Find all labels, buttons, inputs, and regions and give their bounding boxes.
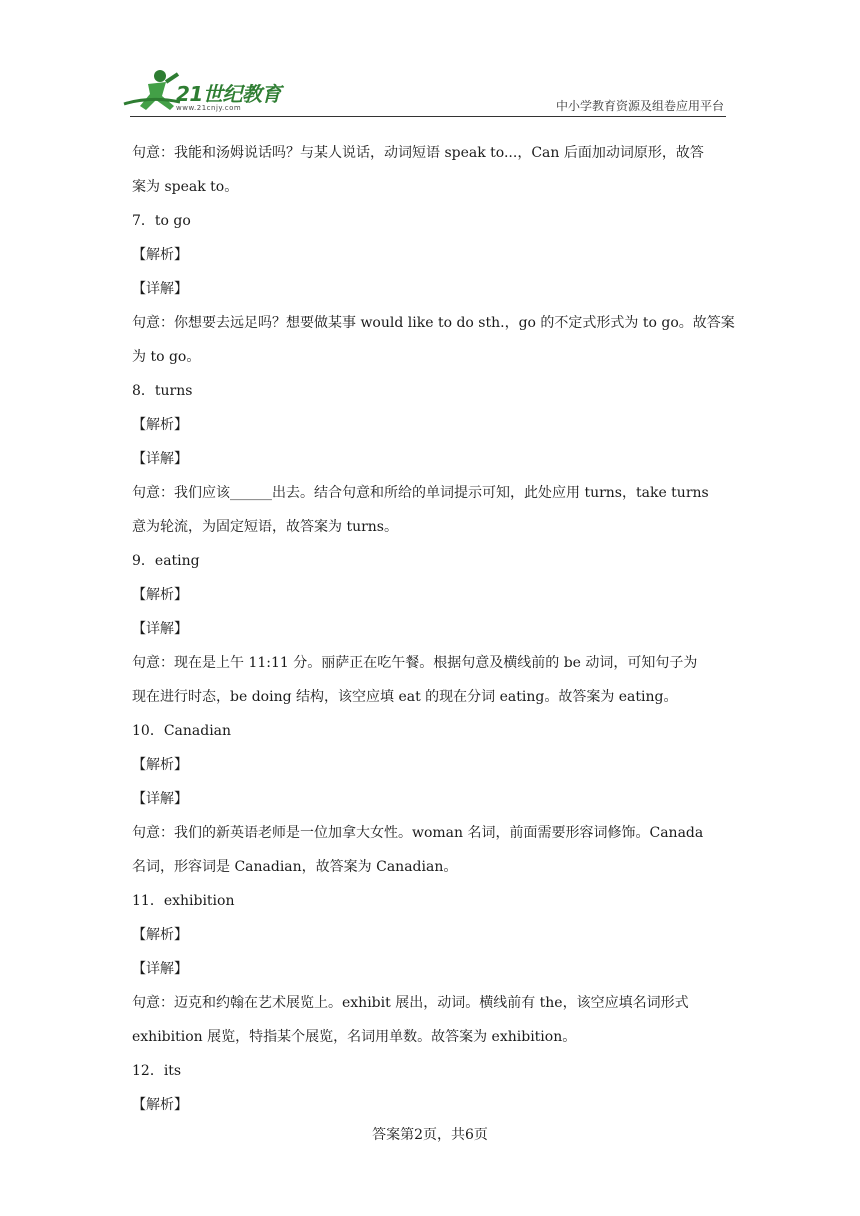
analysis-label: 【解析】 [132,247,188,263]
answer-heading: 8．turns [132,383,193,399]
analysis-label: 【解析】 [132,417,188,433]
text-line: 句意：我能和汤姆说话吗？与某人说话，动词短语 speak to...，Can 后面加动词原形，故答 [132,145,704,161]
text-line: 现在进行时态，be doing 结构，该空应填 eat 的现在分词 eating。故答案为 eating。 [132,689,678,705]
answer-heading: 9．eating [132,553,200,569]
text-line: 为 to go。 [132,349,201,365]
detail-label: 【详解】 [132,451,188,467]
header-divider [130,116,726,117]
analysis-label: 【解析】 [132,587,188,603]
answer-heading: 11．exhibition [132,893,235,909]
detail-label: 【详解】 [132,961,188,977]
text-line: 句意：我们的新英语老师是一位加拿大女性。woman 名词，前面需要形容词修饰。Canada [132,825,704,841]
answer-heading: 10．Canadian [132,723,232,739]
answer-heading: 12．its [132,1063,182,1079]
text-line: 句意：现在是上午 11:11 分。丽萨正在吃午餐。根据句意及横线前的 be 动词，可知句子为 [132,655,698,671]
platform-name: 中小学教育资源及组卷应用平台 [555,99,724,113]
page-header [0,0,860,120]
analysis-label: 【解析】 [132,927,188,943]
detail-label: 【详解】 [132,791,188,807]
page-footer: 答案第2页，共6页 [372,1127,488,1143]
text-line: exhibition 展览，特指某个展览，名词用单数。故答案为 exhibition。 [132,1029,577,1045]
logo-text: 21世纪教育 [176,82,281,106]
text-line: 句意：你想要去远足吗？想要做某事 would like to do sth.，go 的不定式形式为 to go。故答案 [132,315,735,331]
text-line: 意为轮流，为固定短语，故答案为 turns。 [132,519,398,535]
text-line: 案为 speak to。 [132,179,239,195]
detail-label: 【详解】 [132,281,188,297]
answer-heading: 7．to go [132,213,191,229]
text-line: 句意：迈克和约翰在艺术展览上。exhibit 展出，动词。横线前有 the，该空应填名词形式 [132,995,689,1011]
logo-url: www.21cnjy.com [176,104,242,112]
detail-label: 【详解】 [132,621,188,637]
text-line: 名词，形容词是 Canadian，故答案为 Canadian。 [132,859,458,875]
analysis-label: 【解析】 [132,757,188,773]
text-line: 句意：我们应该______出去。结合句意和所给的单词提示可知，此处应用 turns，take turns [132,485,709,501]
answer-content [132,136,735,1122]
analysis-label: 【解析】 [132,1097,188,1113]
